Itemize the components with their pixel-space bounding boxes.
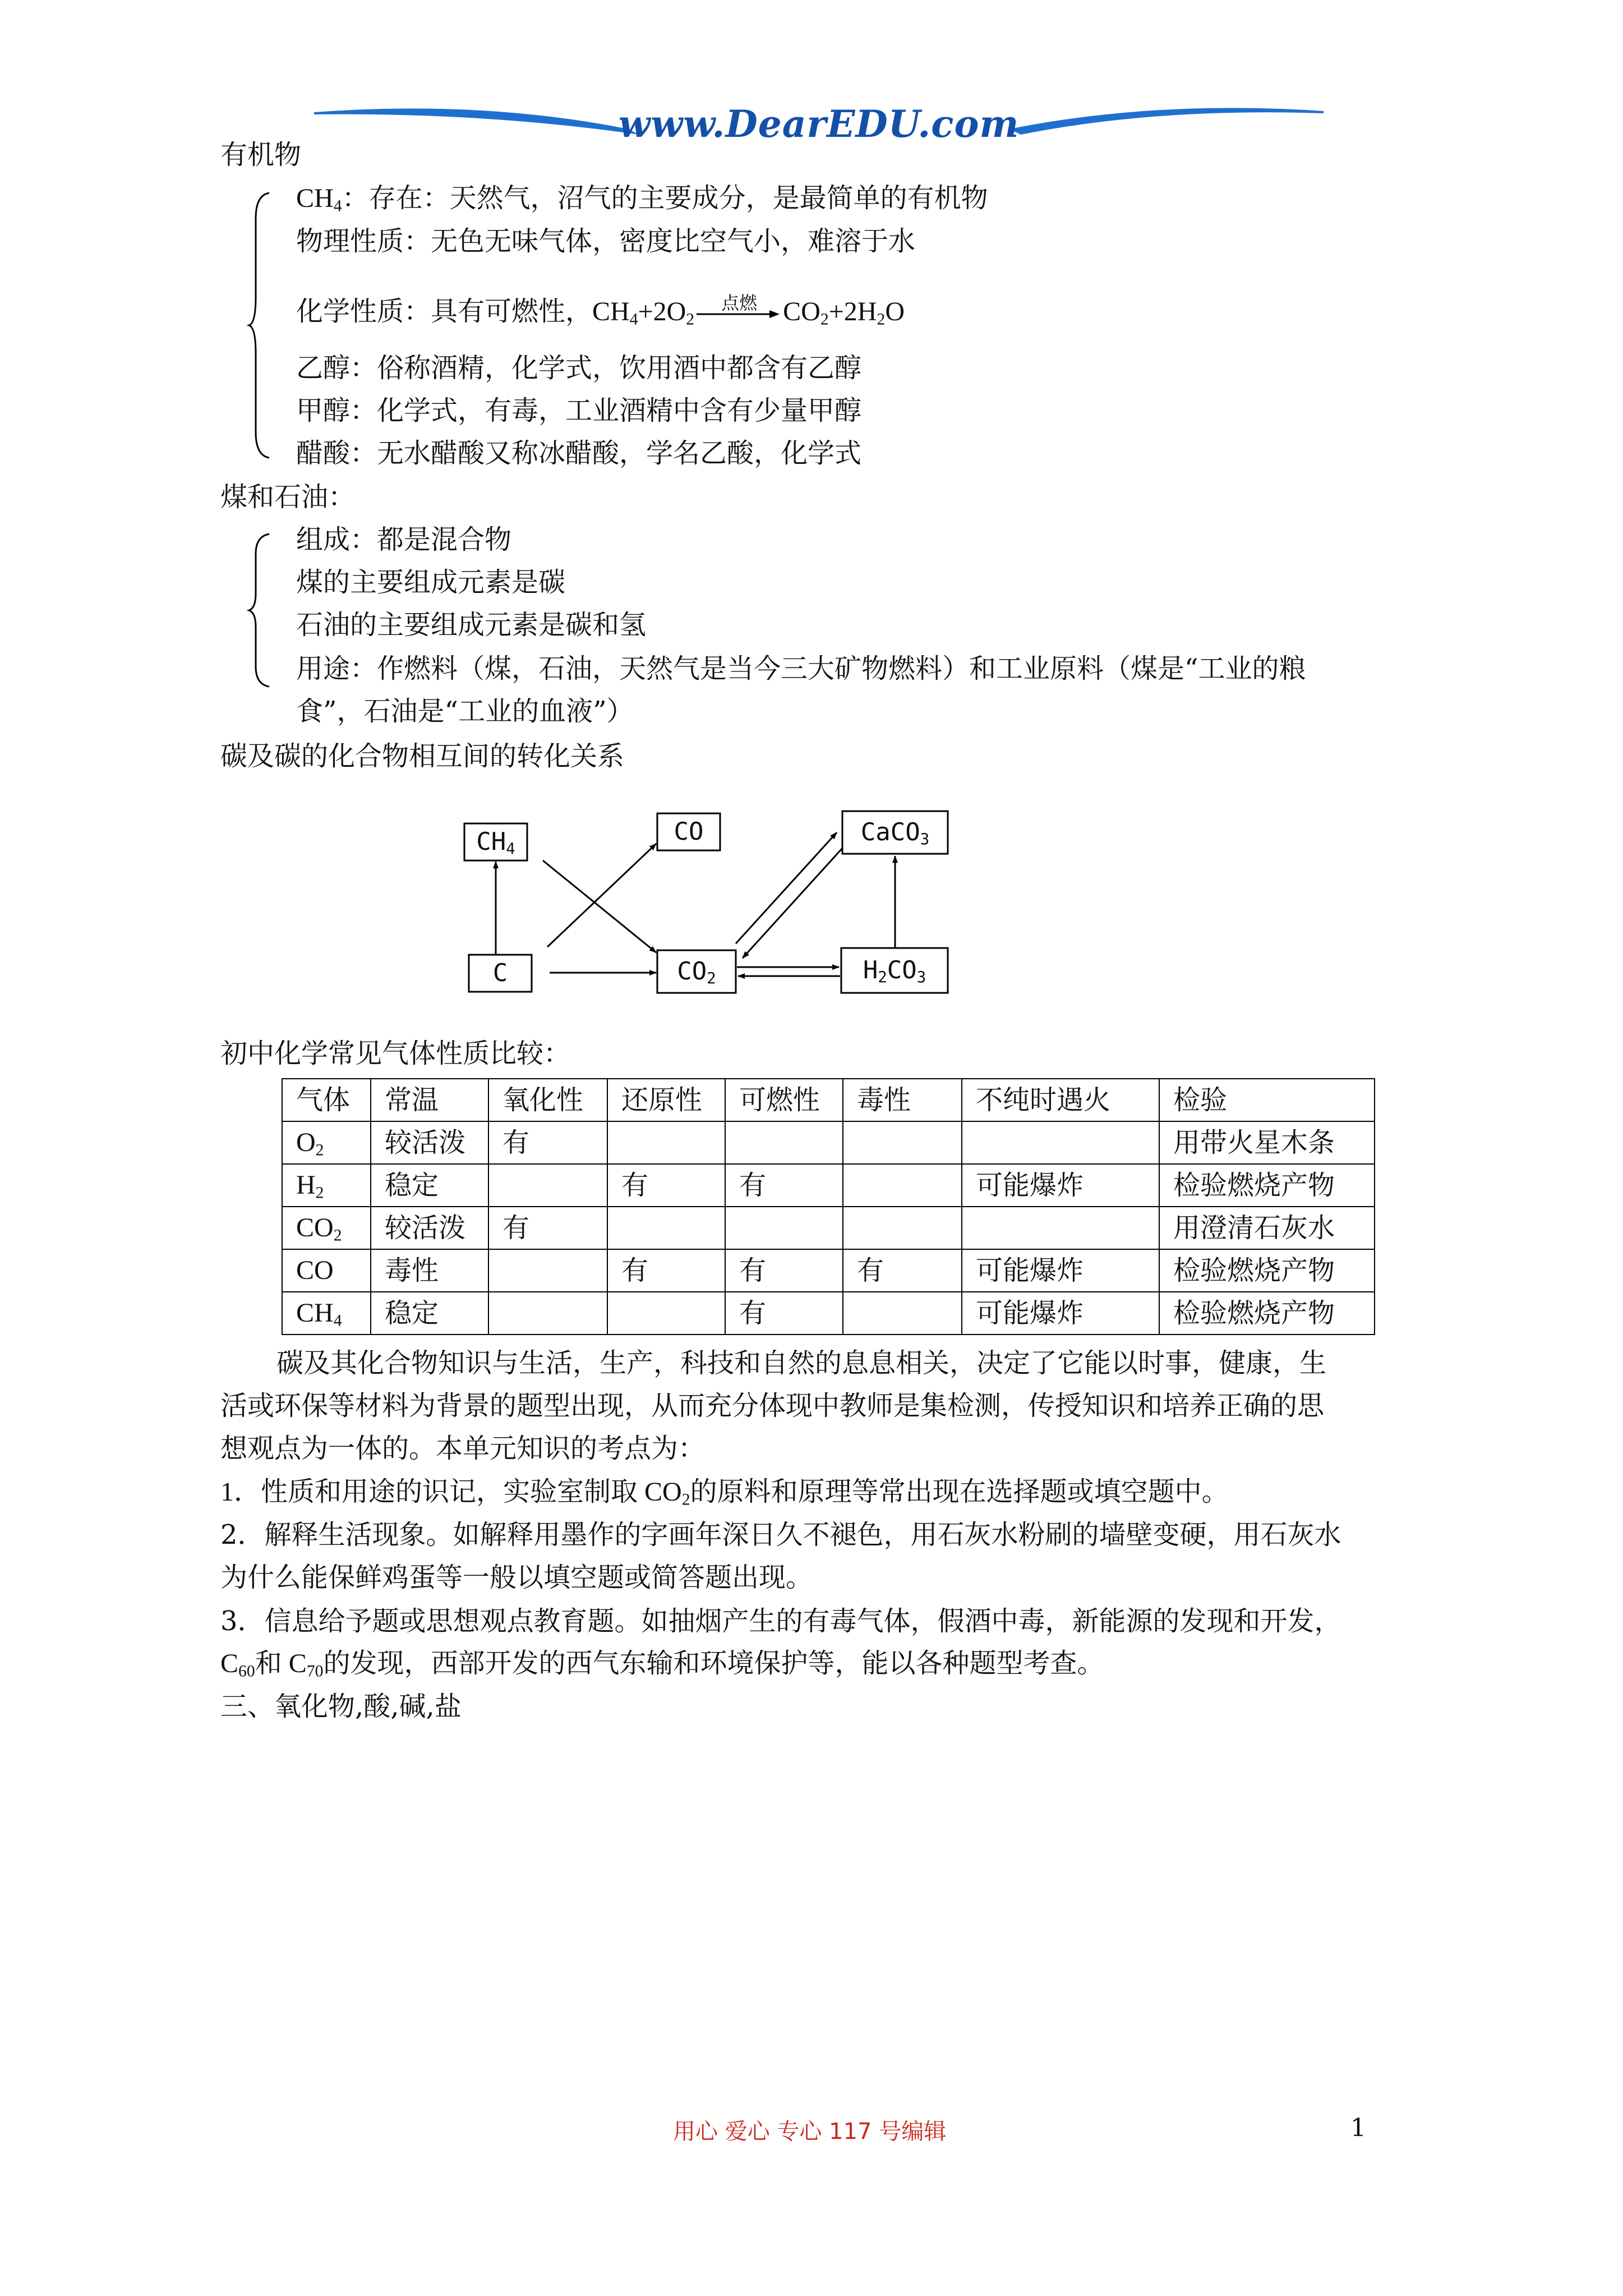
table-cell: 可能爆炸 [962, 1249, 1159, 1292]
footer-text: 用心 爱心 专心 117 号编辑 [673, 2119, 947, 2145]
table-cell [843, 1292, 962, 1335]
list-item: 1．性质和用途的识记，实验室制取 $CO_2$的原料和原理等常出现在选择题或填空题中。 [220, 1477, 1229, 1509]
table-cell: 有 [607, 1164, 725, 1207]
table-cell [962, 1207, 1159, 1249]
table-cell: 可能爆炸 [962, 1292, 1159, 1335]
table-cell [488, 1292, 607, 1335]
table-cell: 可能爆炸 [962, 1164, 1159, 1207]
table-cell [725, 1207, 843, 1249]
list-item: 为什么能保鲜鸡蛋等一般以填空题或简答题出现。 [220, 1562, 813, 1593]
table-cell: 用带火星木条 [1159, 1121, 1375, 1164]
list-item: $C_{60}$和 $C_{70}$的发现，西部开发的西气东输和环境保护等，能以各种题型考查。 [220, 1649, 1104, 1681]
gas-cell: CO [282, 1249, 371, 1292]
diagram-title: 碳及碳的化合物相互间的转化关系 [220, 740, 625, 772]
chemical-property: 化学性质：具有可燃性，$CH_4+2O_2$ 点燃 $CO_2+2H_2O$ [296, 295, 905, 329]
table-title: 初中化学常见气体性质比较： [220, 1038, 571, 1069]
table-cell: 有 [725, 1292, 843, 1335]
header-logo [314, 95, 1324, 151]
gas-cell: $CO_2$ [282, 1207, 371, 1249]
co-label: CO [674, 817, 704, 846]
organic-title: 有机物 [220, 139, 302, 171]
physical-property: 物理性质：无色无味气体，密度比空气小，难溶于水 [296, 226, 916, 257]
gas-property-table [282, 1078, 1375, 1335]
table-cell [725, 1121, 843, 1164]
table-cell [843, 1164, 962, 1207]
table-cell: 检验燃烧产物 [1159, 1249, 1375, 1292]
table-cell: 有 [843, 1249, 962, 1292]
ignite-label: 点燃 [721, 292, 758, 314]
paragraph-line: 想观点为一体的。本单元知识的考点为： [220, 1433, 706, 1464]
table-cell: 有 [725, 1164, 843, 1207]
co2-label: $CO_2$ [677, 957, 716, 987]
table-header-cell: 气体 [282, 1079, 371, 1121]
paragraph-line: 活或环保等材料为背景的题型出现，从而充分体现中教师是集检测，传授知识和培养正确的思 [220, 1390, 1325, 1421]
use-line-1: 用途：作燃料（煤，石油，天然气是当今三大矿物燃料）和工业原料（煤是“工业的粮 [296, 653, 1306, 684]
coal-oil-title: 煤和石油： [220, 481, 356, 513]
table-header-cell: 还原性 [607, 1079, 725, 1121]
oil-element-line: 石油的主要组成元素是碳和氢 [296, 609, 647, 641]
table-row [282, 1207, 1375, 1249]
brace-icon [247, 191, 275, 460]
table-cell [488, 1164, 607, 1207]
gas-cell: $O_2$ [282, 1121, 371, 1164]
table-cell: 有 [607, 1249, 725, 1292]
acetic-acid-line: 醋酸：无水醋酸又称冰醋酸，学名乙酸，化学式 [296, 438, 862, 469]
table-row [282, 1249, 1375, 1292]
list-item: 3．信息给予题或思想观点教育题。如抽烟产生的有毒气体，假酒中毒，新能源的发现和开发， [220, 1605, 1341, 1637]
table-header-cell: 检验 [1159, 1079, 1375, 1121]
use-line-2: 食”，石油是“工业的血液”） [296, 696, 634, 727]
carbon-conversion-diagram [460, 808, 965, 1010]
arrow-icon [697, 292, 781, 325]
ch4-line: $CH_4$：存在：天然气，沼气的主要成分，是最简单的有机物 [296, 183, 988, 215]
table-cell [607, 1121, 725, 1164]
table-cell: 稳定 [371, 1164, 488, 1207]
table-cell: 较活泼 [371, 1207, 488, 1249]
table-header-cell: 氧化性 [488, 1079, 607, 1121]
gas-cell: $H_2$ [282, 1164, 371, 1207]
table-cell [488, 1249, 607, 1292]
h2co3-label: $H_2CO_3$ [863, 956, 926, 986]
table-header-cell: 不纯时遇火 [962, 1079, 1159, 1121]
table-row [282, 1292, 1375, 1335]
table-cell: 有 [488, 1207, 607, 1249]
table-row [282, 1164, 1375, 1207]
table-cell: 较活泼 [371, 1121, 488, 1164]
table-cell [607, 1207, 725, 1249]
paragraph-line: 碳及其化合物知识与生活，生产，科技和自然的息息相关，决定了它能以时事，健康，生 [276, 1347, 1327, 1379]
methanol-line: 甲醇：化学式，有毒，工业酒精中含有少量甲醇 [296, 395, 862, 426]
gas-cell: $CH_4$ [282, 1292, 371, 1335]
table-header-cell: 可燃性 [725, 1079, 843, 1121]
table-cell [962, 1121, 1159, 1164]
table-header-cell: 常温 [371, 1079, 488, 1121]
table-row [282, 1121, 1375, 1164]
logo-text: www.DearEDU.com [618, 102, 1020, 146]
list-item: 2．解释生活现象。如解释用墨作的字画年深日久不褪色，用石灰水粉刷的墙壁变硬，用石灰水 [220, 1519, 1341, 1550]
table-cell: 有 [725, 1249, 843, 1292]
table-cell: 有 [488, 1121, 607, 1164]
table-cell [843, 1207, 962, 1249]
ch4-label: $CH_4$ [476, 827, 515, 858]
table-cell: 毒性 [371, 1249, 488, 1292]
table-header-row [282, 1079, 1375, 1121]
brace-icon [247, 532, 275, 689]
ethanol-line: 乙醇：俗称酒精，化学式，饮用酒中都含有乙醇 [296, 352, 862, 384]
table-cell: 用澄清石灰水 [1159, 1207, 1375, 1249]
table-cell: 检验燃烧产物 [1159, 1164, 1375, 1207]
table-cell [843, 1121, 962, 1164]
section-heading: 三、氧化物,酸,碱,盐 [220, 1691, 462, 1722]
table-cell: 稳定 [371, 1292, 488, 1335]
table-cell [607, 1292, 725, 1335]
table-cell: 检验燃烧产物 [1159, 1292, 1375, 1335]
caco3-label: CaCO$_3$ [860, 818, 930, 848]
coal-element-line: 煤的主要组成元素是碳 [296, 567, 566, 598]
page-number: 1 [1350, 2114, 1366, 2142]
c-label: C [492, 959, 508, 987]
table-header-cell: 毒性 [843, 1079, 962, 1121]
composition-line: 组成：都是混合物 [296, 524, 512, 555]
